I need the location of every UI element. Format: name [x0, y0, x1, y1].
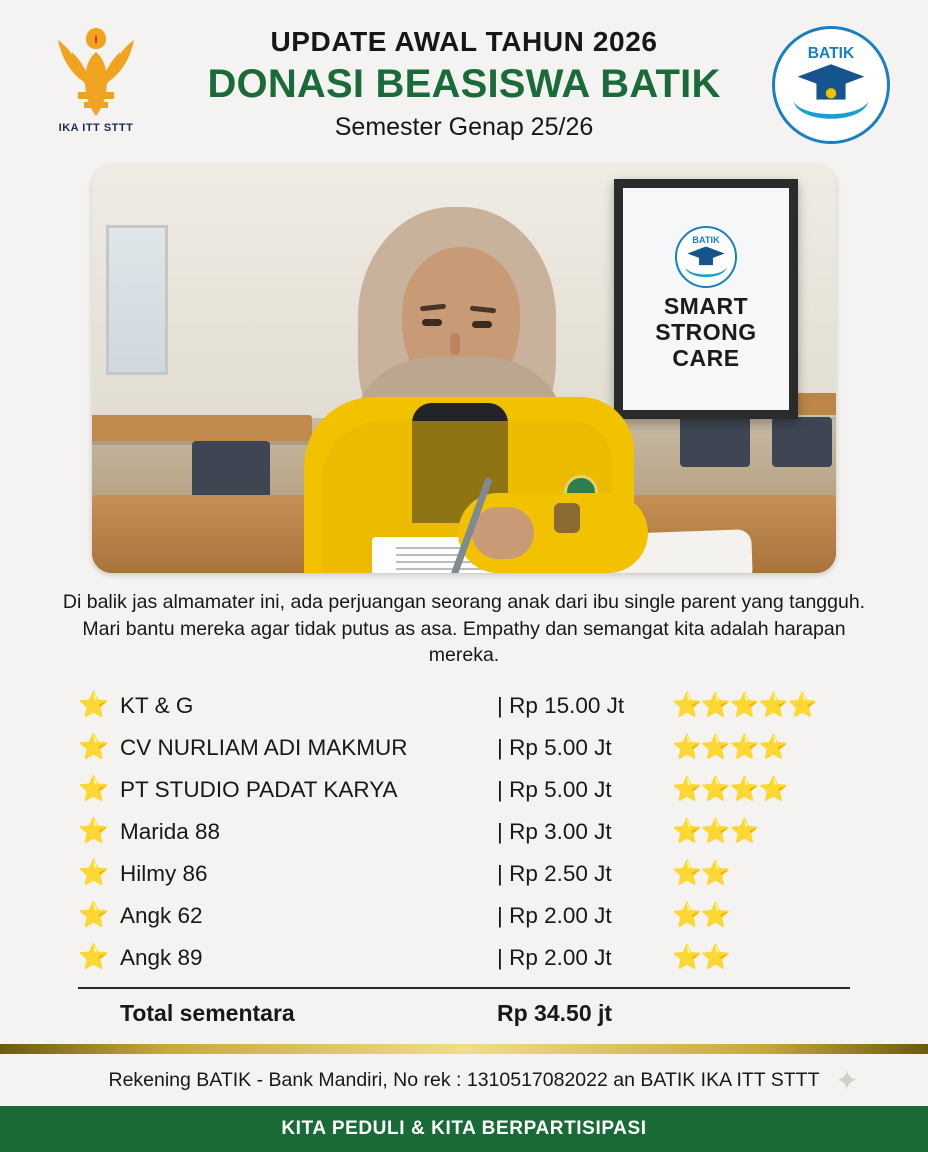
chair: [772, 417, 832, 467]
gold-divider: [0, 1044, 928, 1054]
donor-star-rating: ⭐⭐⭐⭐: [672, 733, 788, 761]
total-label: Total sementara: [120, 1000, 295, 1027]
list-divider: [78, 987, 850, 989]
donor-amount: | Rp 2.50 Jt: [497, 860, 612, 886]
batik-graduation-hand-icon: [677, 228, 735, 286]
phoenix-emblem-icon: [44, 22, 148, 120]
poster-header: [0, 0, 928, 165]
batik-logo-text: BATIK: [807, 44, 855, 62]
star-icon: ⭐: [78, 943, 110, 972]
sparkle-icon: ✦: [835, 1065, 859, 1096]
poster-supertitle: UPDATE AWAL TAHUN 2026: [270, 26, 658, 57]
donor-name: Hilmy 86: [120, 860, 208, 886]
batik-graduation-hand-icon: [779, 33, 883, 137]
table-row: [78, 853, 850, 895]
star-icon: ⭐: [78, 775, 110, 804]
star-icon: ⭐: [78, 817, 110, 846]
poster-footer: [0, 1044, 928, 1152]
table-row: [78, 685, 850, 727]
star-icon: ⭐: [78, 859, 110, 888]
donor-amount: | Rp 2.00 Jt: [497, 944, 612, 970]
donor-star-rating: ⭐⭐⭐: [672, 817, 759, 845]
donor-amount: | Rp 2.00 Jt: [497, 902, 612, 928]
table-row: [78, 769, 850, 811]
title-block: [170, 26, 758, 142]
table-row: [78, 895, 850, 937]
donor-name: Marida 88: [120, 818, 221, 844]
donor-list: [78, 685, 850, 1037]
donor-star-rating: ⭐⭐⭐⭐: [672, 775, 788, 803]
donor-star-rating: ⭐⭐: [672, 901, 730, 929]
donor-name: CV NURLIAM ADI MAKMUR: [120, 734, 408, 760]
donor-name: Angk 89: [120, 944, 203, 970]
description-text: Di balik jas almamater ini, ada perjuangan seorang anak dari ibu single parent yang tangguh. Mari bantu mereka agar tidak putus as asa. Empathy dan semangat kita adalah harapan mereka.: [62, 591, 866, 667]
donor-amount: | Rp 5.00 Jt: [497, 776, 612, 802]
student-figure: [262, 207, 682, 573]
frame-slogan-line3: CARE: [672, 344, 740, 371]
poster-subtitle: Semester Genap 25/26: [334, 113, 594, 141]
hand: [472, 507, 534, 559]
star-icon: ⭐: [78, 901, 110, 930]
table-row: [78, 937, 850, 979]
ika-itt-sttt-logo: [36, 22, 156, 150]
donor-name: PT STUDIO PADAT KARYA: [120, 776, 398, 802]
nose: [450, 333, 460, 355]
frame-slogan-line2: STRONG: [655, 319, 757, 346]
eye: [422, 319, 442, 326]
frame-slogan-line1: SMART: [663, 293, 749, 320]
hero-photo: [92, 165, 836, 573]
tagline-text: KITA PEDULI & KITA BERPARTISIPASI: [281, 1118, 647, 1139]
donor-amount: | Rp 5.00 Jt: [497, 734, 612, 760]
tagline-bar: [0, 1106, 928, 1152]
wristwatch: [554, 503, 580, 533]
star-icon: ⭐: [78, 733, 110, 762]
frame-batik-logo: [675, 226, 737, 288]
donor-name: KT & G: [120, 692, 194, 718]
frame-logo-text: BATIK: [692, 235, 720, 246]
donor-amount: | Rp 15.00 Jt: [497, 692, 625, 718]
total-value: Rp 34.50 jt: [497, 1000, 613, 1027]
donor-star-rating: ⭐⭐⭐⭐⭐: [672, 691, 817, 719]
table-row: [78, 727, 850, 769]
donor-amount: | Rp 3.00 Jt: [497, 818, 612, 844]
chair: [680, 415, 750, 467]
poster-title: DONASI BEASISWA BATIK: [207, 62, 721, 106]
table-row: [78, 811, 850, 853]
total-row: [78, 991, 850, 1037]
donor-star-rating: ⭐⭐: [672, 859, 730, 887]
ika-logo-caption: IKA ITT STTT: [58, 122, 134, 134]
star-icon: ⭐: [78, 691, 110, 720]
batik-logo: [772, 26, 890, 144]
bank-info-text: Rekening BATIK - Bank Mandiri, No rek : 1310517082022 an BATIK IKA ITT STTT: [108, 1068, 820, 1091]
eye: [472, 321, 492, 328]
chair: [192, 441, 270, 499]
donor-name: Angk 62: [120, 902, 203, 928]
bank-info-bar: [0, 1054, 928, 1106]
donor-star-rating: ⭐⭐: [672, 943, 730, 971]
window: [106, 225, 168, 375]
